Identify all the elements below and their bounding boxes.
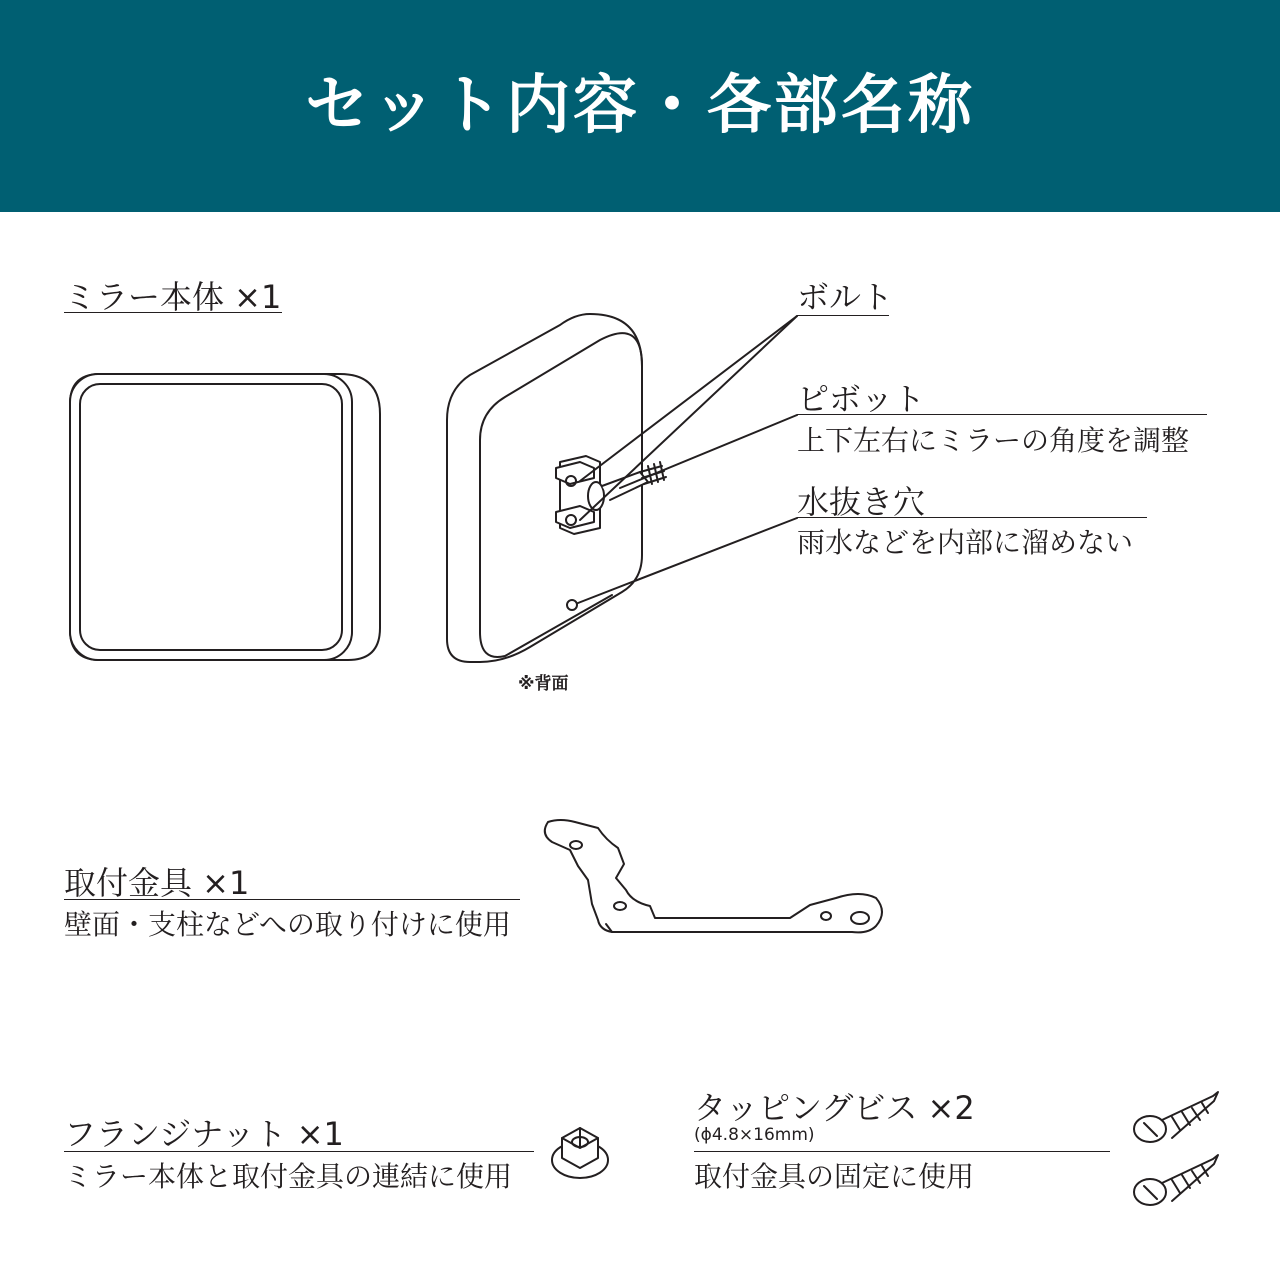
pivot-label: ピボット — [797, 380, 926, 418]
back-view-note: ※背面 — [518, 674, 569, 694]
pivot-description: 上下左右にミラーの角度を調整 — [797, 424, 1190, 457]
drain-hole-description: 雨水などを内部に溜めない — [797, 526, 1134, 559]
pivot-leader-line — [620, 415, 797, 488]
drain-hole-icon — [567, 600, 577, 610]
tapping-screw-illustration — [1134, 1092, 1218, 1142]
nut-description: ミラー本体と取付金具の連結に使用 — [64, 1160, 513, 1193]
bolt-label: ボルト — [797, 278, 894, 316]
mirror-front-illustration — [70, 374, 380, 660]
drain-hole-leader-line — [578, 518, 797, 603]
mounting-bracket-illustration — [545, 820, 882, 932]
mirror-label: ミラー本体 ×1 — [64, 278, 282, 316]
tapping-screw-illustration — [1134, 1155, 1218, 1205]
screw-spec: (ϕ4.8×16mm) — [694, 1125, 815, 1145]
pivot-assembly-icon — [556, 456, 666, 534]
bracket-label: 取付金具 ×1 — [64, 864, 250, 902]
screw-label: タッピングビス ×2 — [694, 1089, 975, 1127]
screw-description: 取付金具の固定に使用 — [694, 1160, 975, 1193]
drain-hole-label: 水抜き穴 — [797, 483, 926, 521]
flange-nut-illustration — [552, 1128, 608, 1178]
nut-label: フランジナット ×1 — [64, 1115, 344, 1153]
page-title: セット内容・各部名称 — [305, 69, 975, 143]
bracket-description: 壁面・支柱などへの取り付けに使用 — [64, 908, 511, 941]
bolt-leader-line — [580, 316, 797, 481]
bolt-leader-line — [580, 316, 797, 520]
